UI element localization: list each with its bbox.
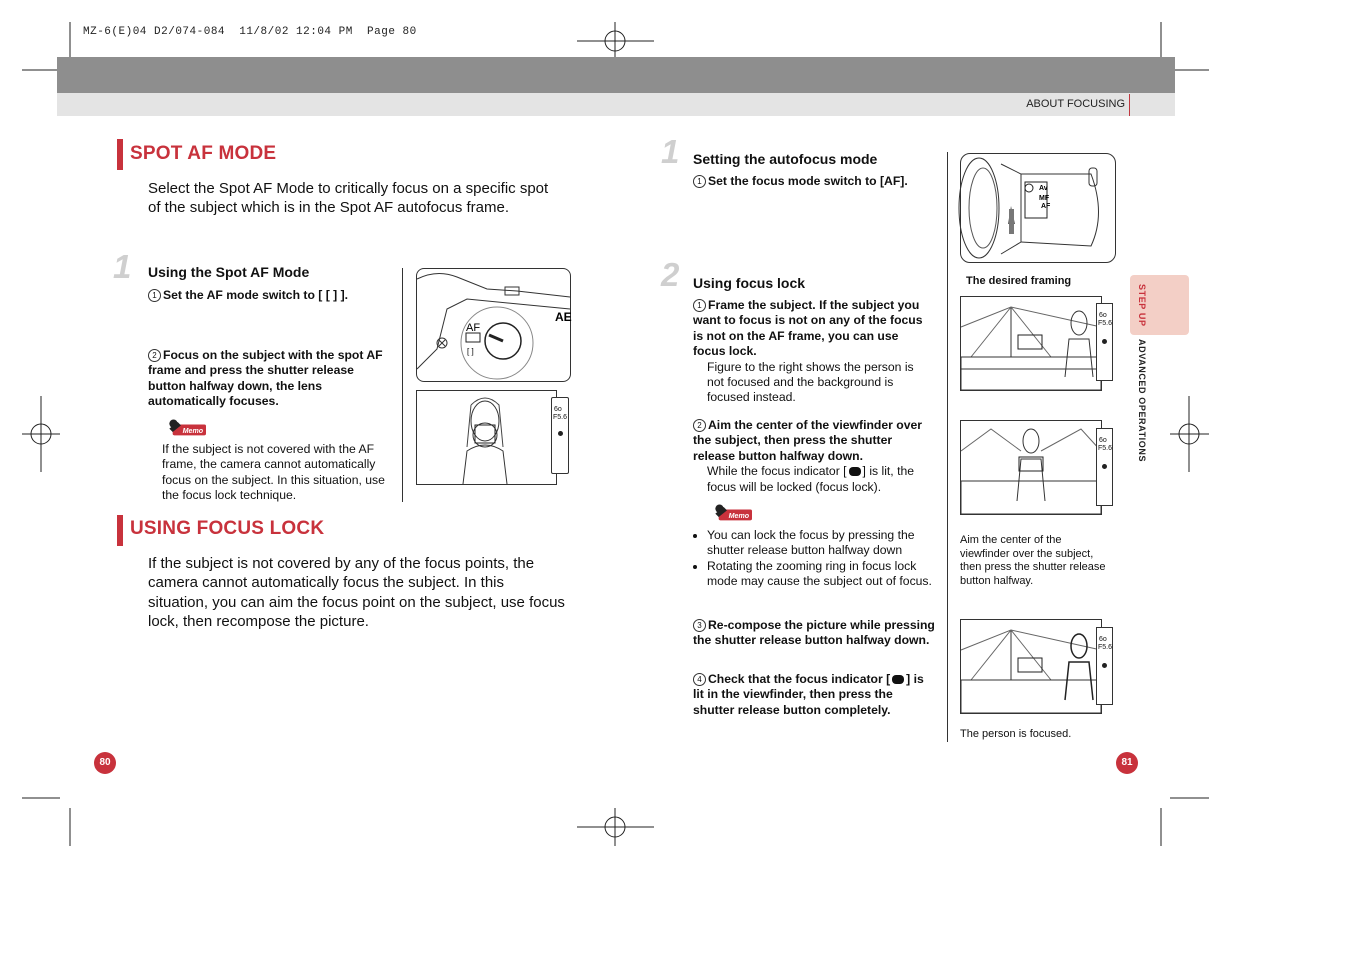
scene-desired-framing — [960, 296, 1102, 391]
memo-bullet: • Rotating the zooming ring in focus lock mode may cause the subject out of focus. — [707, 559, 933, 590]
caption-desired-framing: The desired framing — [966, 275, 1072, 287]
vf-aperture: F5.6 — [1098, 445, 1113, 452]
scene-drawing — [961, 297, 1101, 390]
step-title: Setting the autofocus mode — [693, 151, 878, 167]
step-number: 1 — [113, 248, 132, 285]
substep-2 — [693, 418, 937, 495]
substep-1 — [693, 174, 933, 189]
caption-aim-center: Aim the center of the viewfinder over the subject, then press the shutter release button halfway. — [960, 534, 1106, 587]
header-band — [57, 57, 1175, 93]
focus-lock-intro: If the subject is not covered by any of the focus points, the camera cannot automatically focus the subject. In this situation, you can aim the focus point on the subject, use focus lock, then recompose the picture. — [148, 555, 565, 631]
print-slug: MZ-6(E)04 D2/074-084 11/8/02 12:04 PM Page 80 — [83, 26, 417, 38]
scene-drawing — [961, 421, 1101, 514]
dial-drawing — [417, 269, 570, 381]
substep-text: Frame the subject. If the subject you want to focus is not on any of the focus is not on the AF frame, you can use focus lock. — [693, 298, 923, 359]
dial-ae-label: AE — [555, 310, 572, 324]
switch-top-label: Av — [1039, 185, 1048, 192]
page-number-right: 81 — [1116, 752, 1138, 774]
column-divider — [947, 152, 948, 742]
af-dial-illustration — [416, 268, 571, 382]
vf-shutter: 6o — [1099, 437, 1107, 444]
switch-drawing — [961, 154, 1115, 262]
header-subband — [57, 93, 1175, 116]
substep-1 — [148, 288, 388, 303]
circled-number: 2 — [693, 419, 706, 432]
memo-icon — [162, 417, 210, 437]
substep-note: Figure to the right shows the person is not focused and the background is focused instead. — [707, 359, 914, 405]
step-title: Using the Spot AF Mode — [148, 264, 310, 280]
vf-aperture: F5.6 — [1098, 320, 1113, 327]
viewfinder-info-panel — [1096, 303, 1113, 381]
focus-mode-switch-illustration — [960, 153, 1116, 263]
circled-number: 3 — [693, 619, 706, 632]
tab-advanced-operations: ADVANCED OPERATIONS — [1137, 339, 1147, 463]
circled-number: 1 — [693, 175, 706, 188]
focus-indicator-dot — [1102, 339, 1107, 344]
substep-text: ] is lit in the viewfinder, then press the shutter release button completely. — [693, 672, 924, 717]
substep-text: Set the AF mode switch to [ [ ] ]. — [163, 288, 349, 302]
vf-shutter: 6o — [554, 406, 562, 413]
circled-number: 2 — [148, 349, 161, 362]
substep-text: Re-compose the picture while pressing the shutter release button halfway down. — [693, 618, 935, 648]
header-rule — [1129, 94, 1130, 116]
step-number: 2 — [661, 256, 680, 293]
vf-aperture: F5.6 — [1098, 644, 1113, 651]
scene-person-focused — [960, 619, 1102, 714]
viewfinder-info-panel — [1096, 627, 1113, 705]
substep-3 — [693, 618, 937, 649]
memo-icon — [708, 502, 756, 522]
section-title-spot-af: SPOT AF MODE — [130, 143, 277, 164]
substep-2 — [148, 348, 388, 410]
focus-indicator-icon — [849, 467, 861, 476]
memo-bullet: • You can lock the focus by pressing the shutter release button halfway down — [707, 528, 933, 559]
circled-number: 4 — [693, 673, 706, 686]
substep-text: Check that the focus indicator [ — [708, 672, 891, 686]
section-title-focus-lock: USING FOCUS LOCK — [130, 518, 325, 539]
viewfinder-info-panel — [1096, 428, 1113, 506]
circled-number: 1 — [148, 289, 161, 302]
scene-aim-center — [960, 420, 1102, 515]
viewfinder-girl-illustration — [416, 390, 557, 485]
substep-note — [707, 464, 937, 495]
switch-af-label: AF — [1041, 203, 1051, 210]
note-part: While the focus indicator [ — [707, 464, 847, 479]
vf-aperture: F5.6 — [553, 414, 568, 421]
focus-indicator-dot — [558, 431, 563, 436]
spot-af-intro: Select the Spot AF Mode to critically focus on a specific spot of the subject which is in the Spot AF autofocus frame. — [148, 180, 549, 217]
circled-number: 1 — [693, 299, 706, 312]
substep-text: Set the focus mode switch to [AF]. — [708, 174, 908, 188]
dial-bracket-label: [ ] — [467, 347, 474, 356]
girl-drawing — [417, 391, 556, 484]
dial-af-label: AF — [466, 322, 481, 334]
substep-text: Focus on the subject with the spot AF frame and press the shutter release button halfway down, the lens automatically focuses. — [148, 348, 383, 409]
substep-4 — [693, 672, 937, 718]
tab-step-up: STEP UP — [1137, 284, 1147, 327]
vf-shutter: 6o — [1099, 636, 1107, 643]
column-divider — [402, 268, 403, 502]
memo-label: Memo — [182, 426, 204, 435]
focus-indicator-dot — [1102, 663, 1107, 668]
step-number: 1 — [661, 133, 680, 170]
section-bar — [117, 139, 123, 170]
page-number-left: 80 — [94, 752, 116, 774]
section-bar — [117, 515, 123, 546]
memo-label: Memo — [728, 511, 750, 520]
viewfinder-info-panel — [551, 397, 569, 474]
note-part: ] is lit, the focus will be locked (focus lock). — [707, 464, 915, 494]
caption-person-focused: The person is focused. — [960, 728, 1072, 740]
step-title: Using focus lock — [693, 275, 806, 291]
scene-drawing — [961, 620, 1101, 713]
memo-text: If the subject is not covered with the AF frame, the camera cannot automatically focus on the subject. In this situation, use the focus lock technique. — [162, 442, 385, 503]
substep-text: Aim the center of the viewfinder over the subject, then press the shutter release button halfway down. — [693, 418, 923, 463]
focus-indicator-icon — [892, 675, 904, 684]
section-header-label: ABOUT FOCUSING — [1026, 98, 1125, 110]
focus-indicator-dot — [1102, 464, 1107, 469]
memo-bullets — [693, 528, 933, 590]
substep-1 — [693, 298, 933, 406]
switch-mf-label: MF — [1039, 195, 1050, 202]
vf-shutter: 6o — [1099, 312, 1107, 319]
